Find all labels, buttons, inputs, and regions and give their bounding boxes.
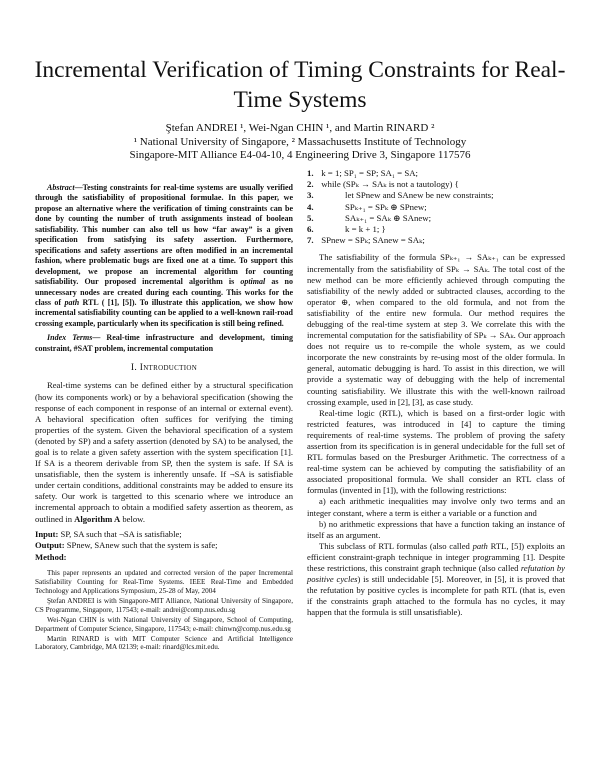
restriction-b: b) no arithmetic expressions that have a function taking an instance of itself as an argument. (307, 518, 565, 540)
authors-line: Ştefan ANDREI ¹, Wei-Ngan CHIN ¹, and Martin RINARD ² (165, 122, 435, 134)
algorithm-line-number: 2. (307, 179, 314, 190)
algorithm-line (307, 224, 565, 235)
algorithm-line-number: 3. (307, 190, 314, 201)
abstract-path: path (64, 297, 80, 307)
algorithm-line (307, 202, 565, 213)
body-paragraph: The satisfiability of the formula SPₖ₊₁ → SAₖ₊₁ can be expressed incrementally from the satisfiability of SPₖ → SAₖ. The total cost of the new method can be more efficiently achieved through computing the satisfiability of the newly added or subtracted clauses, according to the operator ⊕, when compared to the old formula, and not from the satisfiability of the entire new formula. Our method requires the debugging of the real-time system at step 3. We correlate this with the incremental computation for the satisfiability of SPₖ → SAₖ. Our approach does not require us to re-compile the whole system, as we could incorporate the new constraints by re-using most of the older formula. In general, automatic debugging is hard. To assist in this direction, we will provide a systematic way of debugging with the help of incremental counting satisfiability. We illustrate this with the well-known railroad crossing example, used in [2], [3], as case study. (307, 252, 565, 407)
abstract-text-1: —Testing constraints for real-time systems are usually verified through the satisfiability of propositional formulae. In this paper, we propose an alternative where the verification of timing constraints can be done by counting the number of truth assignments instead of boolean satisfiability. This number can also tell us how “far away” is a given specification from satisfying its safety assertion. Furthermore, specifications and safety assertions are often modified in an incremental fashion, where problematic bugs are fixed one at a time. To support this development, we propose an incremental algorithm for counting satisfiability. Our proposed incremental algorithm is (35, 183, 293, 287)
algorithm-line-text: k = 1; SP₁ = SP; SA₁ = SA; (321, 168, 419, 178)
abstract-optimal: optimal (240, 277, 266, 287)
algorithm-line-number: 5. (307, 212, 314, 223)
algorithm-line-number: 4. (307, 201, 314, 212)
footnote-2: Ştefan ANDREI is with Singapore-MIT Alliance, National University of Singapore, CS Programme, Singapore, 117543; e-mail: andrei@comp.nus.edu.sg (35, 596, 293, 614)
algorithm-line-number: 6. (307, 224, 314, 235)
algorithm-line (307, 179, 565, 190)
algorithm-line (307, 190, 565, 201)
output-text: SPnew, SAnew such that the system is safe; (64, 540, 218, 551)
algorithm-line-number: 7. (307, 235, 314, 246)
paper-title: Incremental Verification of Timing Constraints for Real-Time Systems (34, 57, 566, 113)
abstract-label: Abstract (47, 183, 75, 192)
algorithm-line-text: SAₖ₊₁ = SAₖ ⊕ SAnew; (345, 212, 432, 223)
intro-text-end: below. (120, 513, 145, 524)
algorithm-line-text: k = k + 1; } (345, 224, 386, 235)
algorithm-line-text: while (SPₖ → SAₖ is not a tautology) { (321, 179, 459, 190)
method-label: Method: (35, 551, 67, 562)
affiliation-line-1: ¹ National University of Singapore, ² Massachusetts Institute of Technology (133, 135, 467, 148)
body-paragraph (307, 541, 565, 619)
abstract (35, 183, 293, 329)
algorithm-io (35, 529, 293, 564)
output-label: Output: (35, 540, 65, 551)
index-terms (35, 333, 293, 354)
abstract-text-2: as no unnecessary nodes are created during each counting. This works for the class of (35, 277, 293, 307)
intro-paragraph (35, 380, 293, 524)
intro-algorithm-ref: Algorithm A (74, 513, 121, 524)
para-text: This subclass of RTL formulas (also called (319, 540, 473, 551)
input-text: SP, SA such that ¬SA is satisfiable; (58, 528, 182, 539)
restriction-a: a) each arithmetic inequalities may involve only two terms and an integer constant, where a term is either a variable or a function and (307, 496, 565, 518)
algorithm-line (307, 235, 565, 246)
index-terms-text: — Real-time infrastructure and development, timing constraint, #SAT problem, incremental computation (35, 333, 293, 353)
index-terms-label: Index Terms (47, 333, 93, 343)
footnote-4: Martin RINARD is with MIT Computer Science and Artificial Intelligence Laboratory, Cambridge, MA 02139; e-mail: rinard@lcs.mit.edu. (35, 634, 293, 652)
algorithm-line (307, 213, 565, 224)
footnote-3: Wei-Ngan CHIN is with National University of Singapore, School of Computing, Department of Computer Science, Singapore, 117543; e-mail: chinwn@comp.nus.edu.sg (35, 615, 293, 633)
algorithm-line-text: SPₖ₊₁ = SPₖ ⊕ SPnew; (345, 201, 427, 212)
algorithm-line-number: 1. (307, 168, 314, 178)
input-label: Input: (35, 528, 59, 539)
para-path-term: path (472, 540, 488, 551)
author-block (20, 122, 580, 163)
right-column (307, 168, 565, 619)
algorithm-line-text: let SPnew and SAnew be new constraints; (345, 190, 494, 201)
para-text: RTL, [5]) exploits an efficient constraint-graph technique in integer programming [1]. Despite these restrictions, this constraint graph technique (also called (307, 540, 565, 574)
left-column (35, 183, 293, 653)
para-refutation-term: refutation by positive cycles (307, 563, 565, 585)
affiliation-line-2: Singapore-MIT Alliance E4-04-10, 4 Engineering Drive 3, Singapore 117576 (129, 149, 471, 161)
algorithm-line-text: SPnew = SPₖ; SAnew = SAₖ; (321, 235, 425, 246)
footnotes (35, 569, 293, 652)
para-text: ) is still undecidable [5]. Moreover, in [5], it is proved that the refutation by positive cycles is incomplete for path RTL (that is, even if the constraints graph attached to the formula has no cycles, it may happen that the formula is still unsatisfiable). (307, 574, 565, 618)
section-heading-introduction: I. Introduction (130, 363, 198, 374)
intro-text: Real-time systems can be defined either by a structural specification (how its components work) or by a behavioral specification (showing the response of each component in response of an internal or external event). A behavioral specification often suffices for verifying the timing properties of the system. Given the behavioral specification of a system (denoted by SP) and a safety assertion (denoted by SA) to be analysed, the goal is to relate a given safety assertion with the system specification [1]. If SA is a theorem derivable from SP, then the system is safe. If SA is unsatisfiable, then the system is inherently unsafe. If ¬SA is satisfiable under certain conditions, additional constraints may be added to ensure its safety. Our work is targetted to this scenario where we introduce an incremental approach to obtain a modified safety assertion as theorem, as outlined in (35, 380, 293, 524)
abstract-text-3: RTL ( [1], [5]). To illustrate this application, we show how incremental satisfiability counting can be applied to a well-known rail-road crossing example, particularly when its specification is still being refined. (35, 297, 294, 328)
algorithm-listing (307, 168, 565, 246)
footnote-1: This paper represents an updated and corrected version of the paper Incremental Satisfiability Counting for Real-Time Systems. IEEE Real-Time and Embedded Technology and Applications Symposium, 25-28 of May, 2004 (35, 569, 293, 595)
body-paragraph: Real-time logic (RTL), which is based on a first-order logic with restricted features, was introduced in [4] to capture the timing requirements of real-time systems. The problem of proving the safety assertion from its specification is in general undecidable for the full set of RTL formulas based on the Presburger Arithmetic. The correctness of a real-time system can be achieved by computing the satisfiability of an associated propositional formula. We shall consider an RTL class of formulas (invented in [1]), with the following restrictions: (307, 407, 565, 496)
algorithm-line (307, 168, 565, 179)
